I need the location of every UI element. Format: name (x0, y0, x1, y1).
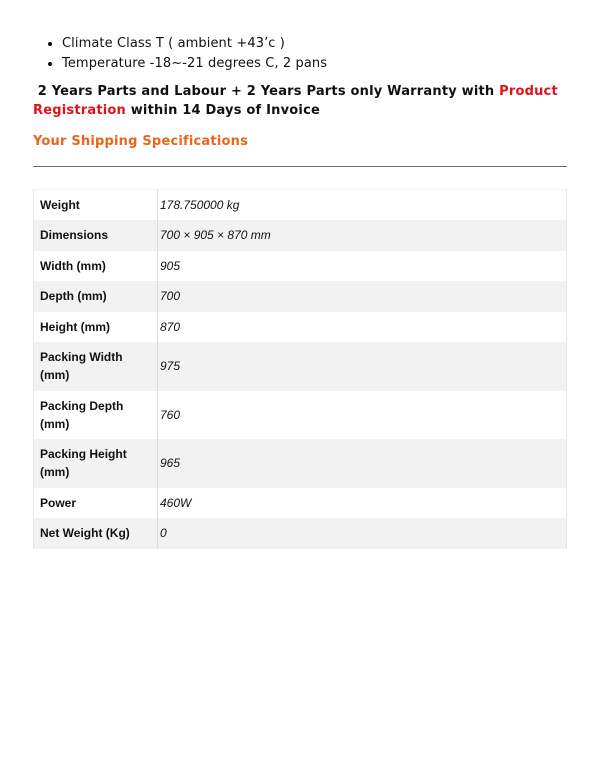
spec-label: Packing Height (mm) (34, 439, 158, 488)
spec-value: 460W (158, 488, 567, 519)
spec-label: Height (mm) (34, 312, 158, 343)
section-divider (33, 166, 567, 167)
spec-label: Packing Width (mm) (34, 342, 158, 391)
table-row (34, 220, 567, 251)
spec-value: 975 (158, 342, 567, 391)
table-row (34, 342, 567, 391)
spec-label: Net Weight (Kg) (34, 518, 158, 549)
table-row (34, 391, 567, 440)
spec-value: 870 (158, 312, 567, 343)
spec-value: 178.750000 kg (158, 190, 567, 221)
table-row (34, 518, 567, 549)
table-row (34, 281, 567, 312)
spec-value: 905 (158, 251, 567, 282)
spec-label: Weight (34, 190, 158, 221)
spec-label: Depth (mm) (34, 281, 158, 312)
warranty-text (33, 82, 563, 120)
spec-value: 965 (158, 439, 567, 488)
feature-item: • Climate Class T ( ambient +43’c ) (62, 34, 327, 54)
spec-value: 0 (158, 518, 567, 549)
feature-list (38, 34, 327, 74)
feature-item: • Temperature -18~-21 degrees C, 2 pans (62, 54, 327, 74)
spec-label: Power (34, 488, 158, 519)
spec-value: 700 (158, 281, 567, 312)
table-row (34, 312, 567, 343)
table-row (34, 439, 567, 488)
table-row (34, 488, 567, 519)
spec-value: 760 (158, 391, 567, 440)
shipping-specifications-heading: Your Shipping Specifications (33, 134, 249, 149)
warranty-text-before: 2 Years Parts and Labour + 2 Years Parts only Warranty with (33, 84, 500, 99)
spec-label: Packing Depth (mm) (34, 391, 158, 440)
product-registration-link[interactable]: Product Registration (33, 84, 563, 118)
spec-label: Dimensions (34, 220, 158, 251)
shipping-specs-table (33, 189, 567, 549)
table-row (34, 251, 567, 282)
spec-label: Width (mm) (34, 251, 158, 282)
spec-value: 700 × 905 × 870 mm (158, 220, 567, 251)
table-row (34, 190, 567, 221)
warranty-text-after: within 14 Days of Invoice (125, 103, 320, 118)
